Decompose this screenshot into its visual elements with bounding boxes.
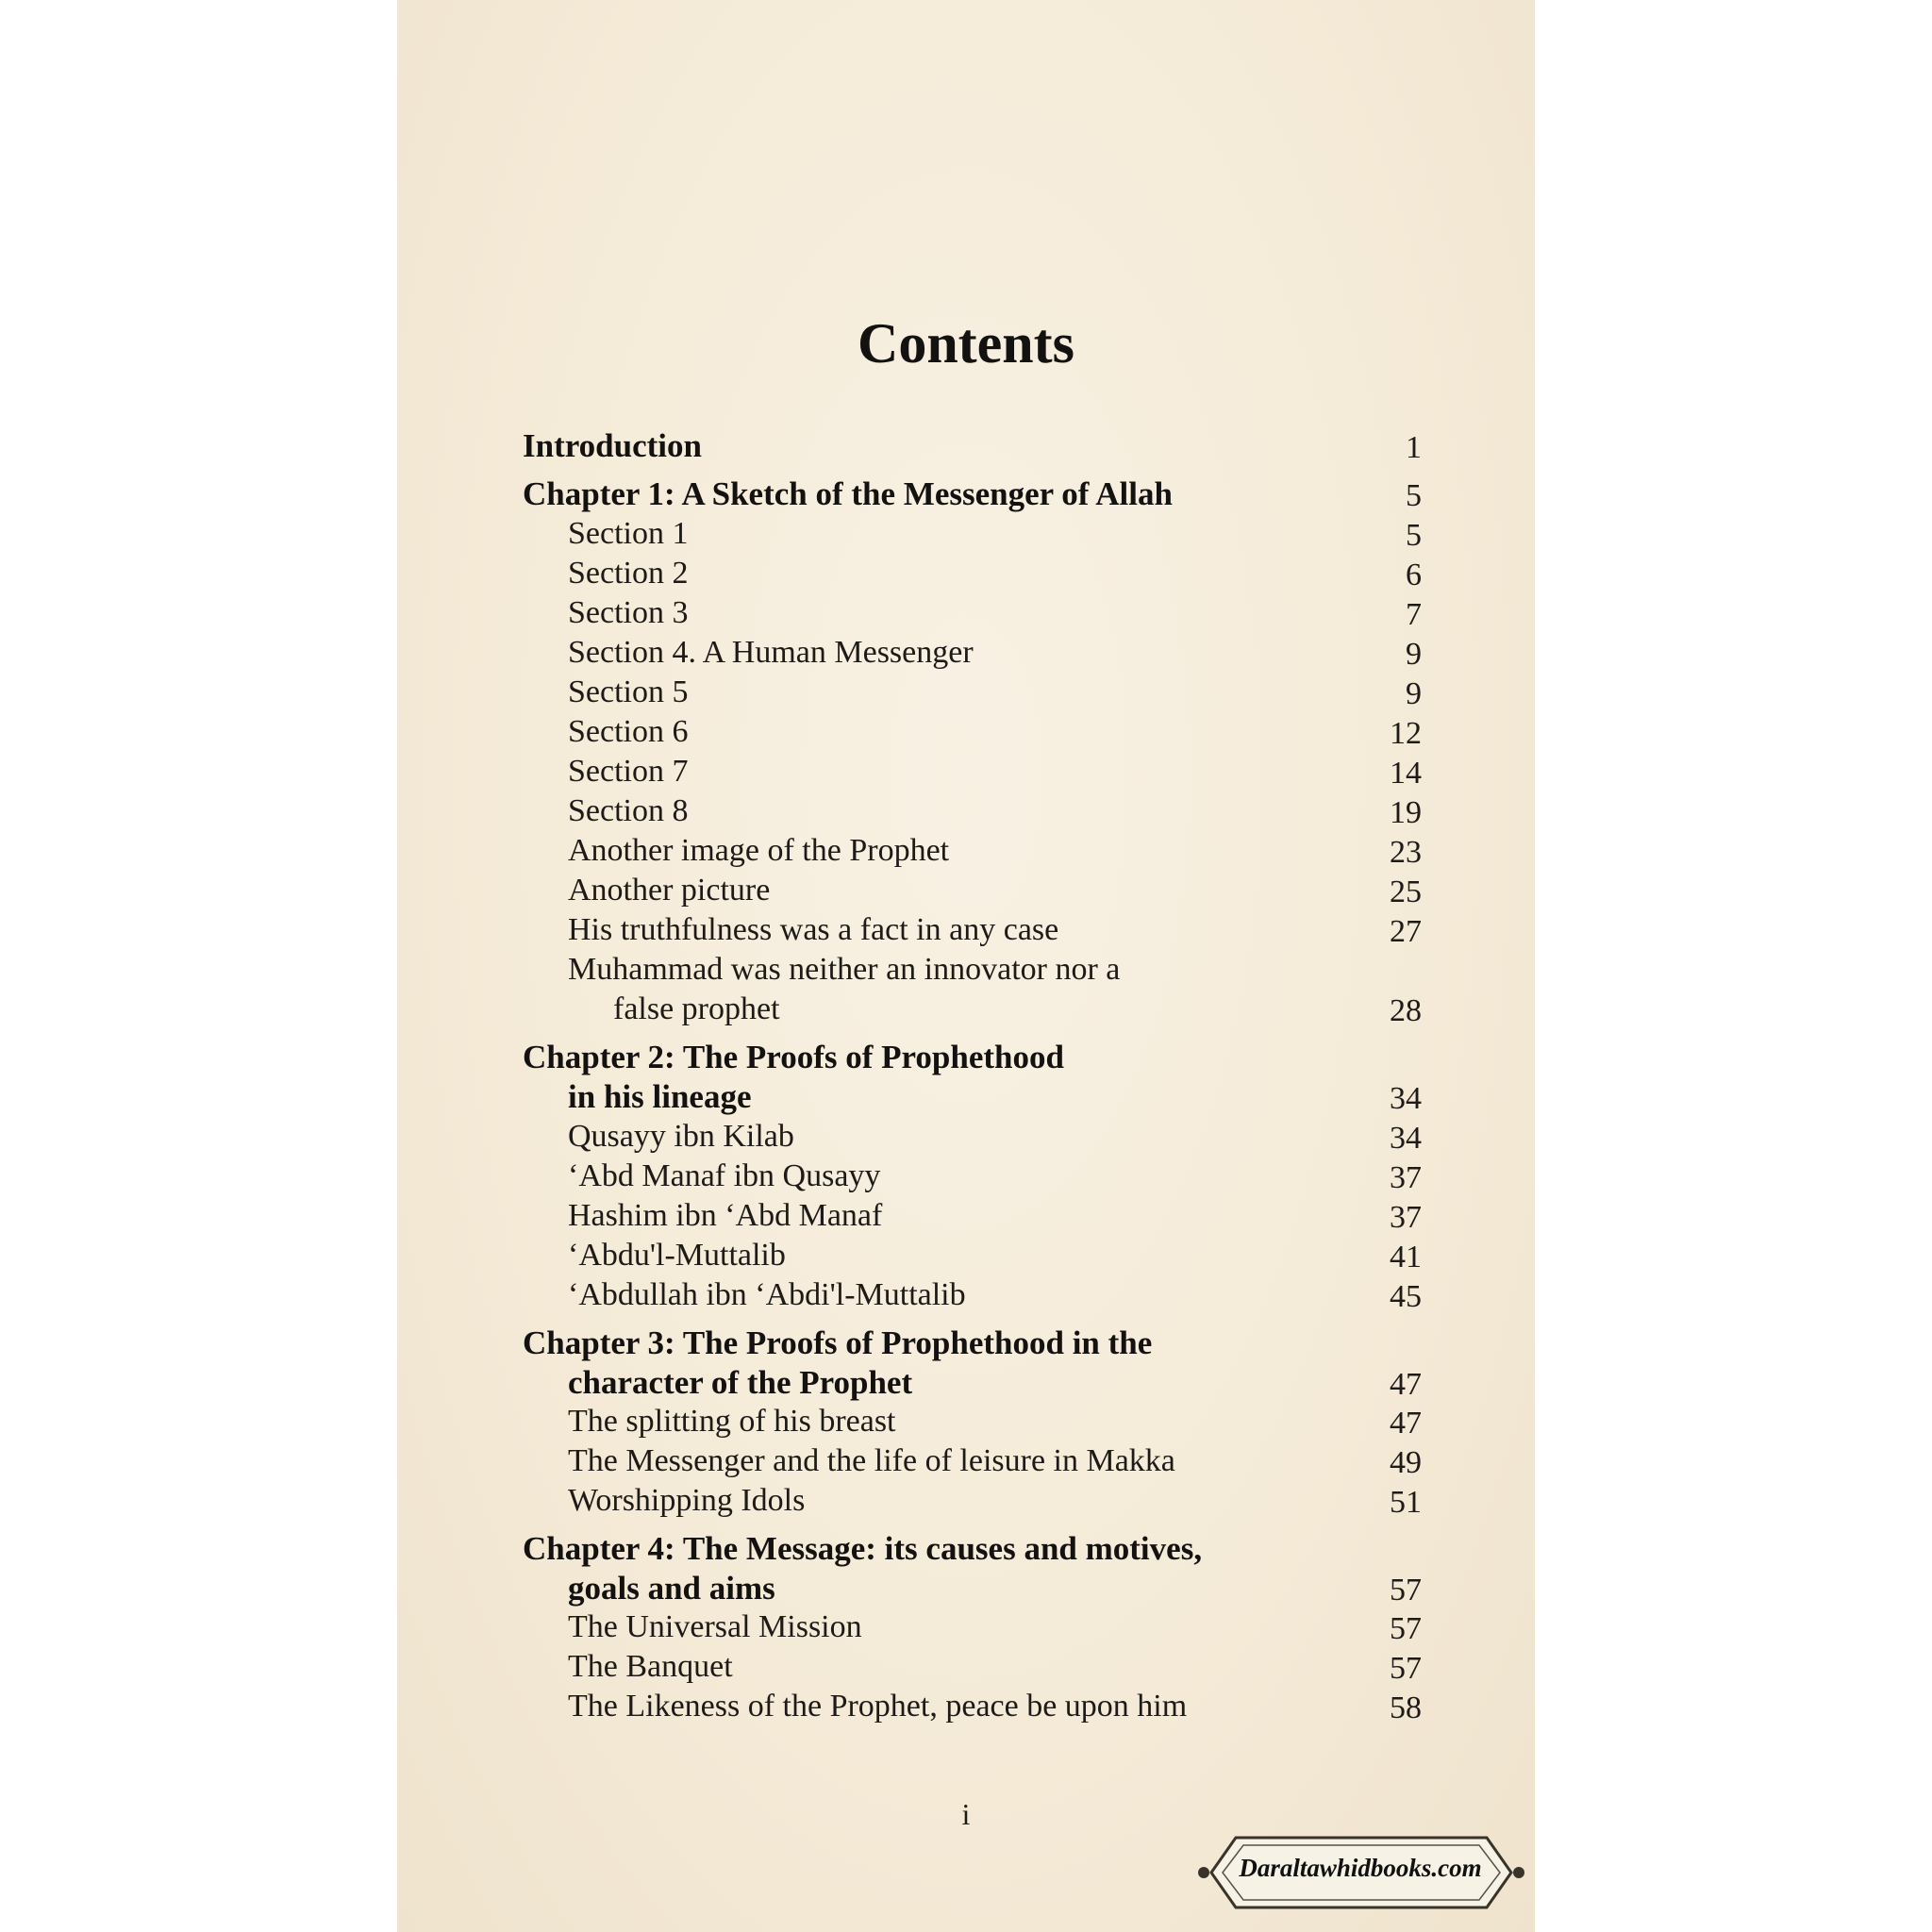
toc-entry-page: 5 xyxy=(1406,478,1422,513)
toc-entry-text: The Universal Mission xyxy=(568,1609,862,1644)
toc-entry-text: Section 2 xyxy=(568,556,689,591)
toc-entry-page: 47 xyxy=(1390,1367,1422,1402)
toc-entry-text: goals and aims xyxy=(568,1570,775,1607)
toc-entry-text: Chapter 1: A Sketch of the Messenger of Allah xyxy=(523,475,1173,512)
toc-entry-page: 1 xyxy=(1406,430,1422,465)
toc-entry-text: Section 3 xyxy=(568,595,689,630)
toc-entry-page: 37 xyxy=(1390,1160,1422,1195)
toc-entry-page: 57 xyxy=(1390,1611,1422,1646)
toc-entry-text: The Messenger and the life of leisure in Makka xyxy=(568,1443,1175,1478)
toc-entry-text: Section 8 xyxy=(568,793,689,828)
toc-entry-text: ‘Abd Manaf ibn Qusayy xyxy=(568,1158,881,1193)
watermark-text: Daraltawhidbooks.com xyxy=(1239,1854,1482,1882)
toc-entry-page: 5 xyxy=(1406,518,1422,553)
page-title: Contents xyxy=(857,312,1074,375)
toc-entry-text: Chapter 4: The Message: its causes and motives, xyxy=(523,1530,1203,1567)
book-page xyxy=(397,0,1535,1932)
toc-entry-page: 27 xyxy=(1390,914,1422,949)
toc-entry-page: 6 xyxy=(1406,558,1422,592)
toc-entry-text: His truthfulness was a fact in any case xyxy=(568,912,1059,947)
toc-entry-text: Worshipping Idols xyxy=(568,1483,806,1518)
toc-entry-text: false prophet xyxy=(613,991,780,1026)
toc-entry-page: 7 xyxy=(1406,597,1422,632)
toc-entry-text: The Likeness of the Prophet, peace be upon him xyxy=(568,1689,1188,1724)
toc-entry-page: 57 xyxy=(1390,1573,1422,1607)
toc-entry-page: 25 xyxy=(1390,874,1422,909)
toc-entry-text: Another image of the Prophet xyxy=(568,833,950,868)
toc-entry-page: 12 xyxy=(1390,716,1422,751)
toc-entry-page: 19 xyxy=(1390,795,1422,830)
watermark-banner xyxy=(1191,1830,1532,1915)
toc-entry-page: 47 xyxy=(1390,1406,1422,1441)
page-number: i xyxy=(961,1797,971,1831)
toc-entry-page: 51 xyxy=(1390,1485,1422,1520)
toc-entry-text: ‘Abdullah ibn ‘Abdi'l-Muttalib xyxy=(568,1277,966,1312)
toc-entry-text: character of the Prophet xyxy=(568,1364,913,1401)
toc-entry-text: Chapter 3: The Proofs of Prophethood in the xyxy=(523,1324,1153,1361)
table-of-contents xyxy=(397,0,1535,1932)
toc-entry-page: 49 xyxy=(1390,1445,1422,1480)
toc-entry-page: 58 xyxy=(1390,1690,1422,1725)
toc-entry-page: 23 xyxy=(1390,835,1422,870)
toc-entry-text: Section 1 xyxy=(568,516,689,551)
toc-entry-page: 41 xyxy=(1390,1240,1422,1274)
toc-entry-text: ‘Abdu'l-Muttalib xyxy=(568,1238,786,1273)
toc-entry-text: Qusayy ibn Kilab xyxy=(568,1119,794,1154)
toc-entry-text: Introduction xyxy=(523,427,702,464)
toc-entry-page: 9 xyxy=(1406,637,1422,672)
toc-entry-page: 34 xyxy=(1390,1121,1422,1156)
toc-entry-page: 14 xyxy=(1390,756,1422,791)
toc-entry-page: 28 xyxy=(1390,993,1422,1028)
toc-entry-text: Chapter 2: The Proofs of Prophethood xyxy=(523,1039,1064,1075)
toc-entry-text: Section 6 xyxy=(568,714,689,749)
toc-entry-text: in his lineage xyxy=(568,1078,752,1115)
toc-entry-text: Another picture xyxy=(568,873,771,908)
toc-entry-text: Section 5 xyxy=(568,675,689,709)
toc-entry-text: Muhammad was neither an innovator nor a xyxy=(568,952,1121,987)
toc-entry-text: Hashim ibn ‘Abd Manaf xyxy=(568,1198,883,1233)
toc-entry-page: 45 xyxy=(1390,1279,1422,1314)
toc-entry-text: Section 4. A Human Messenger xyxy=(568,635,974,670)
toc-entry-text: The splitting of his breast xyxy=(568,1404,896,1439)
toc-entry-text: The Banquet xyxy=(568,1649,733,1684)
toc-entry-page: 57 xyxy=(1390,1651,1422,1686)
toc-entry-page: 9 xyxy=(1406,676,1422,711)
toc-entry-text: Section 7 xyxy=(568,754,689,789)
toc-entry-page: 34 xyxy=(1390,1081,1422,1116)
toc-entry-page: 37 xyxy=(1390,1200,1422,1235)
